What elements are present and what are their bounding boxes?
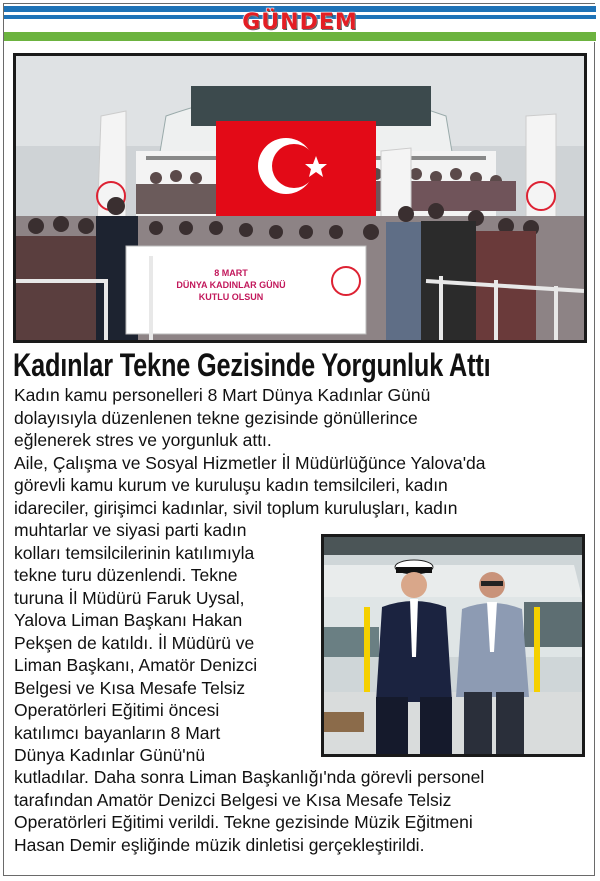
section-header xyxy=(4,4,596,42)
body-line: kutladılar. Daha sonra Liman Başkanlığı'nda görevli personel xyxy=(14,767,485,787)
article-body-top xyxy=(14,384,486,519)
body-line: tarafından Amatör Denizci Belgesi ve Kısa Mesafe Telsiz xyxy=(14,789,452,810)
body-line: Hasan Demir eşliğinde müzik dinletisi gerçekleştirildi. xyxy=(14,834,425,855)
body-line: Liman Başkanı, Amatör Denizci xyxy=(14,655,258,675)
body-line: kolları temsilcilerinin katılımıyla xyxy=(14,542,255,563)
side-photo xyxy=(321,534,585,757)
group-photo-illustration xyxy=(16,56,584,340)
body-line: Dünya Kadınlar Günü'nü xyxy=(14,745,206,765)
side-photo-illustration xyxy=(324,537,582,754)
main-group-photo xyxy=(13,53,587,343)
body-line: turuna İl Müdürü Faruk Uysal, xyxy=(14,587,245,608)
headline: Kadınlar Tekne Gezisinde Yorgunluk Attı xyxy=(13,347,491,383)
body-line: dolayısıyla düzenlenen tekne gezisinde gönüllerince xyxy=(14,407,418,428)
banner-line-2: DÜNYA KADINLAR GÜNÜ xyxy=(176,280,286,290)
article-body-narrow xyxy=(14,519,257,767)
body-line: eğlenerek stres ve yorgunluk attı. xyxy=(14,430,272,450)
section-title: GÜNDEM xyxy=(242,10,358,35)
body-line: Operatörleri Eğitimi verildi. Tekne gezisinde Müzik Eğitmeni xyxy=(14,812,473,832)
article-body-bottom xyxy=(14,766,484,856)
body-line: idareciler, girişimci kadınlar, sivil toplum kuruluşları, kadın xyxy=(14,497,458,518)
body-line: Kadın kamu personelleri 8 Mart Dünya Kadınlar Günü xyxy=(14,385,431,405)
body-line: muhtarlar ve siyasi parti kadın xyxy=(14,520,247,540)
body-line: Yalova Liman Başkanı Hakan xyxy=(14,610,243,630)
body-line: tekne turu düzenlendi. Tekne xyxy=(14,565,238,585)
body-line: katılımcı bayanların 8 Mart xyxy=(14,722,221,743)
body-line: Aile, Çalışma ve Sosyal Hizmetler İl Müdürlüğünce Yalova'da xyxy=(14,452,486,473)
body-line: görevli kamu kurum ve kuruluşu kadın temsilcileri, kadın xyxy=(14,475,448,495)
banner-line-3: KUTLU OLSUN xyxy=(198,292,264,302)
body-line: Pekşen de katıldı. İl Müdürü ve xyxy=(14,632,255,653)
body-line: Belgesi ve Kısa Mesafe Telsiz xyxy=(14,677,246,698)
body-line: Operatörleri Eğitimi öncesi xyxy=(14,700,220,720)
banner-cloth xyxy=(126,246,366,334)
banner-line-1: 8 MART xyxy=(214,268,248,278)
